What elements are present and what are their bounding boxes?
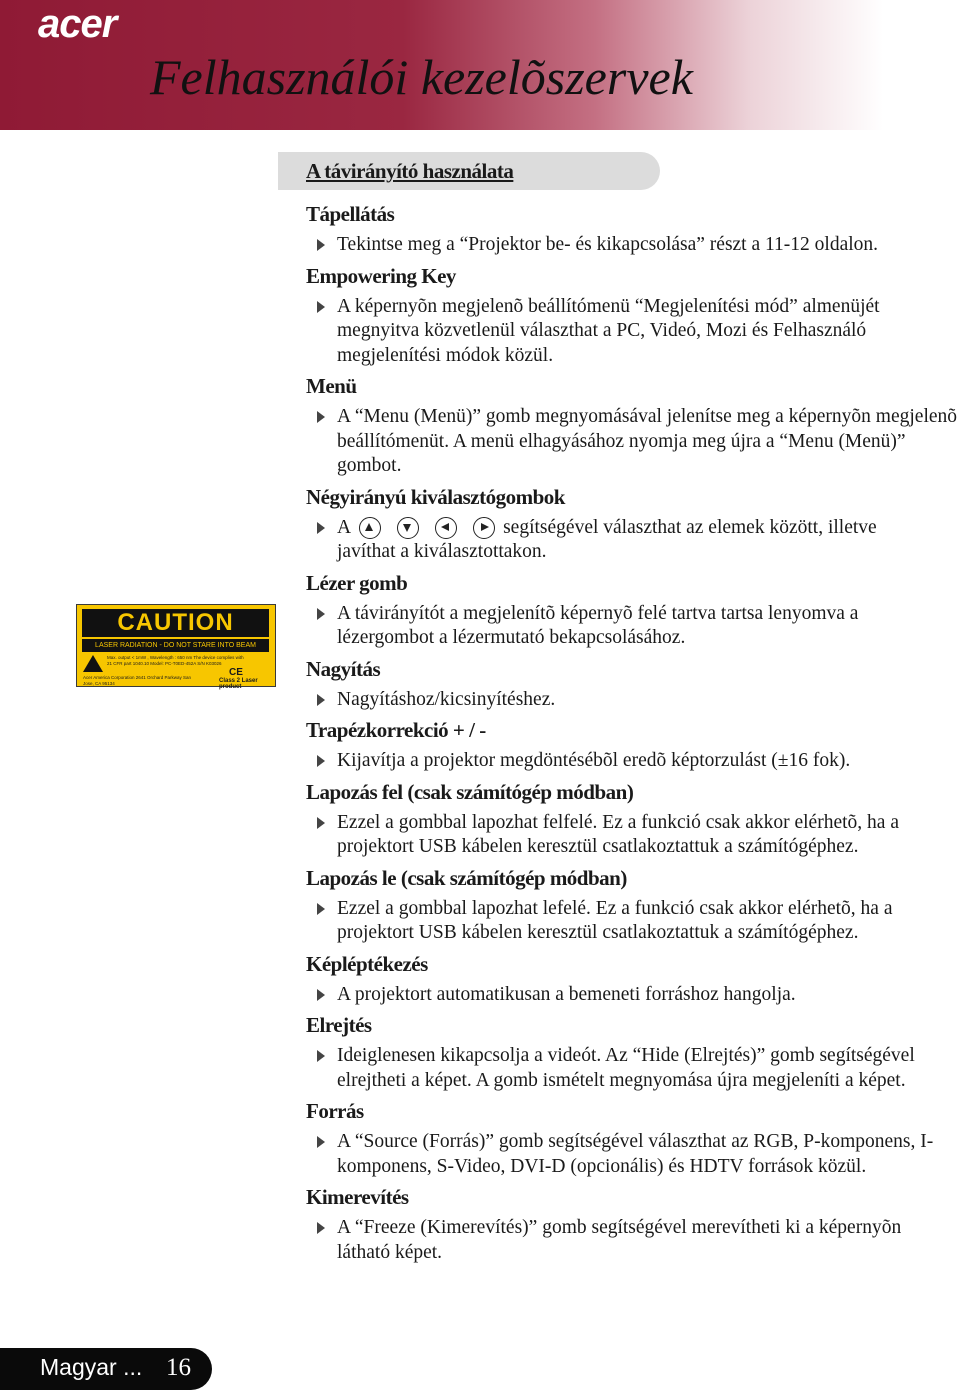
item-empowering-key	[306, 262, 958, 369]
item-heading: Négyirányú kiválasztógombok	[306, 484, 565, 509]
item-description: A “Source (Forrás)” gomb segítségével választhat az RGB, P-komponens, I-komponens, S-Video, DVI-D (opcionális) és HDTV források közül.	[306, 1130, 958, 1179]
item-heading: Trapézkorrekció + / -	[306, 718, 486, 742]
bullet-icon	[317, 411, 325, 423]
bullet-icon	[317, 694, 325, 706]
bullet-icon	[317, 903, 325, 915]
page-number: 16	[166, 1354, 191, 1381]
bullet-icon	[317, 608, 325, 620]
page-title: Felhasználói kezelõszervek	[150, 49, 693, 105]
ce-mark-icon: CE	[229, 667, 243, 678]
item-menu	[306, 372, 958, 479]
arrow-down-icon	[397, 517, 419, 539]
item-page-down	[306, 864, 958, 946]
caution-corp-text: Acer America Corporation 2641 Orchard Parkway San Jose, CA 95134	[83, 675, 192, 686]
item-heading: Képléptékezés	[306, 951, 428, 976]
bullet-icon	[317, 989, 325, 1001]
content	[306, 200, 958, 1269]
footer-tab	[0, 1348, 212, 1390]
item-description: A segítségével választhat az elemek között, illetve javíthat a kiválasztottakon.	[306, 516, 958, 565]
item-four-direction-keys	[306, 483, 958, 565]
item-freeze	[306, 1183, 958, 1265]
item-description: A távirányítót a megjelenítõ képernyõ felé tartva tartsa lenyomva a lézergombot a lézermutató bekapcsolásához.	[306, 602, 958, 651]
item-heading: Lapozás le (csak számítógép módban)	[306, 865, 627, 890]
bullet-icon	[317, 817, 325, 829]
item-heading: Elrejtés	[306, 1013, 372, 1037]
item-description: A “Freeze (Kimerevítés)” gomb segítségével merevítheti ki a képernyõn látható képet.	[306, 1216, 958, 1265]
bullet-icon	[317, 301, 325, 313]
item-description: Ezzel a gombbal lapozhat felfelé. Ez a funkció csak akkor elérhetõ, ha a projektort USB kábelen keresztül csatlakoztattuk a számítógéphez.	[306, 811, 958, 860]
arrow-up-icon	[359, 517, 381, 539]
item-page-up	[306, 778, 958, 860]
item-description: Ezzel a gombbal lapozhat lefelé. Ez a funkció csak akkor elérhetõ, ha a projektort USB kábelen keresztül csatlakoztattuk a számítógéphez.	[306, 897, 958, 946]
item-heading: Forrás	[306, 1099, 364, 1123]
bullet-icon	[317, 522, 325, 534]
caution-title: CAUTION	[82, 609, 269, 637]
item-tapellatas	[306, 200, 958, 258]
caution-class-text: Class 2 Laser product	[219, 678, 258, 690]
item-heading: Nagyítás	[306, 656, 381, 681]
item-zoom	[306, 655, 958, 713]
caution-label	[76, 604, 276, 690]
arrow-right-icon	[473, 517, 495, 539]
item-resync	[306, 950, 958, 1008]
item-description: A projektort automatikusan a bemeneti forráshoz hangolja.	[306, 983, 958, 1008]
item-description: A képernyõn megjelenõ beállítómenü “Megjelenítési mód” almenüjét megnyitva közvetlenül választhat a PC, Videó, Mozi és Felhasználó megjelenítési módok közül.	[306, 295, 958, 369]
item-heading: Lézer gomb	[306, 570, 408, 595]
section-header	[278, 152, 660, 190]
bullet-icon	[317, 1136, 325, 1148]
bullet-icon	[317, 1050, 325, 1062]
item-heading: Kimerevítés	[306, 1185, 409, 1209]
item-description: Tekintse meg a “Projektor be- és kikapcsolása” részt a 11-12 oldalon.	[306, 233, 958, 258]
item-description: Ideiglenesen kikapcsolja a videót. Az “Hide (Elrejtés)” gomb segítségével elrejtheti a képet. A gomb ismételt megnyomása újra megjeleníti a képet.	[306, 1044, 958, 1093]
item-heading: Empowering Key	[306, 263, 456, 288]
item-source	[306, 1097, 958, 1179]
caution-spec-text: Max. output < 1mW , Wavelength : 650 nm The device complies with 21 CFR part 1040.10 Model: PC-T0ED-452A S/N K03026	[107, 655, 244, 666]
header-banner	[0, 0, 960, 130]
item-laser-button	[306, 569, 958, 651]
item-heading: Lapozás fel (csak számítógép módban)	[306, 779, 634, 804]
arrow-left-icon	[435, 517, 457, 539]
bullet-icon	[317, 1222, 325, 1234]
item-heading: Menü	[306, 374, 357, 398]
item-description: A “Menu (Menü)” gomb megnyomásával jelenítse meg a képernyõn megjelenõ beállítómenüt. A menü elhagyásához nyomja meg újra a “Menu (Menü)” gombot.	[306, 405, 958, 479]
item-heading: Tápellátás	[306, 202, 395, 226]
section-title: A távirányító használata	[306, 159, 514, 183]
item-description: Kijavítja a projektor megdöntésébõl eredõ képtorzulást (±16 fok).	[306, 749, 958, 774]
acer-logo: acer	[38, 2, 117, 46]
footer-language: Magyar ...	[40, 1354, 143, 1380]
bullet-icon	[317, 755, 325, 767]
item-hide	[306, 1011, 958, 1093]
caution-subtitle: LASER RADIATION - DO NOT STARE INTO BEAM	[82, 639, 269, 652]
bullet-icon	[317, 239, 325, 251]
item-description: Nagyításhoz/kicsinyítéshez.	[306, 688, 958, 713]
item-keystone	[306, 716, 958, 774]
laser-warning-icon	[83, 655, 103, 672]
